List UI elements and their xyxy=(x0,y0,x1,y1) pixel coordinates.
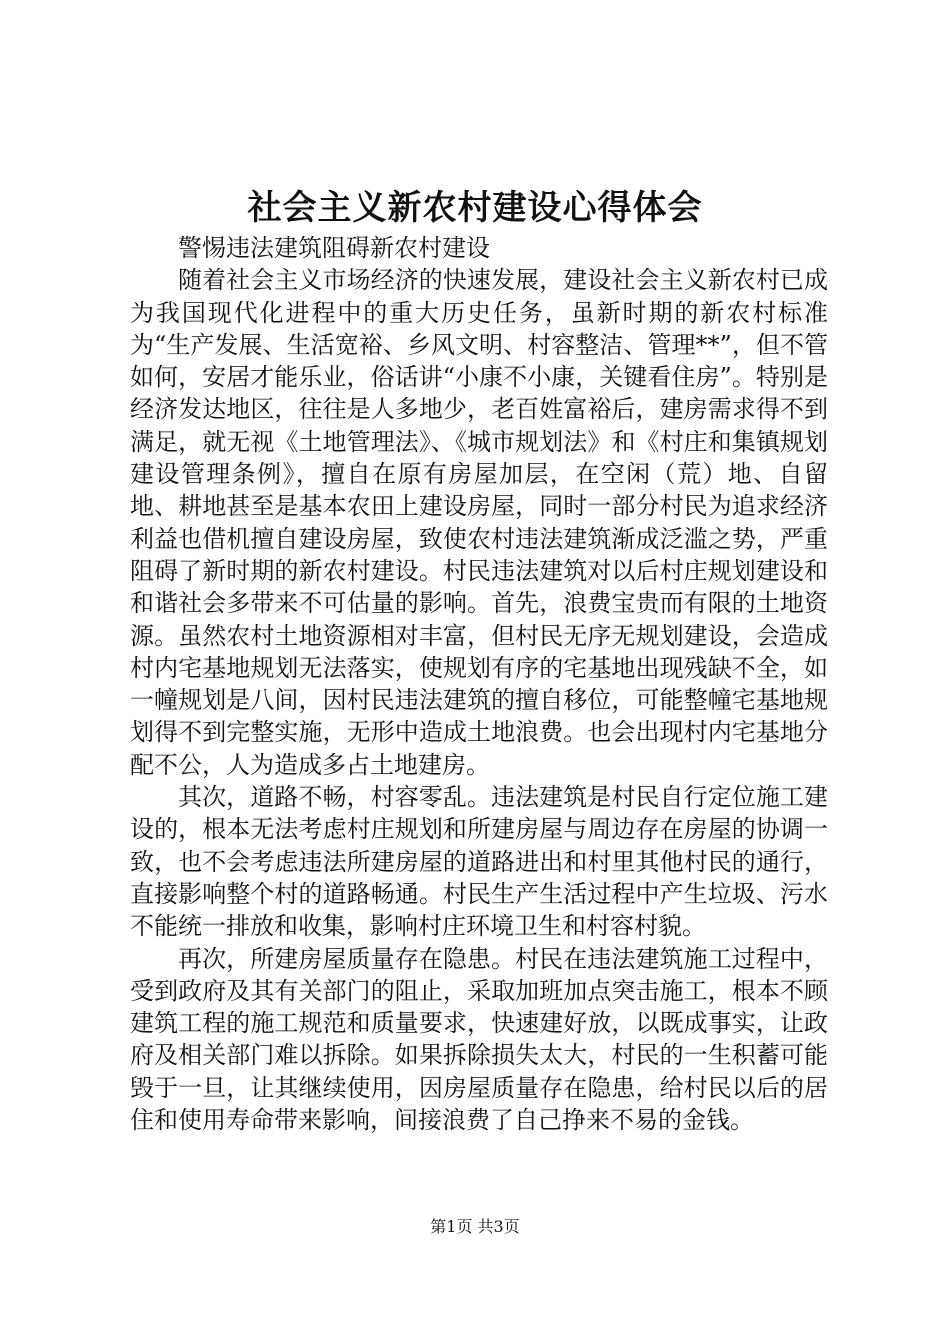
body-paragraph-2: 其次，道路不畅，村容零乱。违法建筑是村民自行定位施工建设的，根本无法考虑村庄规划和所建房屋与周边存在房屋的协调一致，也不会考虑违法所建房屋的道路进出和村里其他村民的通行，直接影响整个村的道路畅通。村民生产生活过程中产生垃圾、污水不能统一排放和收集，影响村庄环境卫生和村容村貌。 xyxy=(130,783,828,941)
subtitle-paragraph: 警惕违法建筑阻碍新农村建设 xyxy=(178,234,490,262)
document-title: 社会主义新农村建设心得体会 xyxy=(247,188,703,228)
page-footer: 第1页 共3页 xyxy=(430,1217,520,1236)
body-paragraph-3: 再次，所建房屋质量存在隐患。村民在违法建筑施工过程中，受到政府及其有关部门的阻止，采取加班加点突击施工，根本不顾建筑工程的施工规范和质量要求，快速建好放，以既成事实，让政府及相关部门难以拆除。如果拆除损失太大，村民的一生积蓄可能毁于一旦，让其继续使用，因房屋质量存在隐患，给村民以后的居住和使用寿命带来影响，间接浪费了自己挣来不易的金钱。 xyxy=(130,944,828,1135)
body-paragraph-1: 随着社会主义市场经济的快速发展，建设社会主义新农村已成为我国现代化进程中的重大历史任务，虽新时期的新农村标准为“生产发展、生活宽裕、乡风文明、村容整洁、管理**”，但不管如何，安居才能乐业，俗话讲“小康不小康，关键看住房”。特别是经济发达地区，往往是人多地少，老百姓富裕后，建房需求得不到满足，就无视《土地管理法》、《城市规划法》和《村庄和集镇规划建设管理条例》，擅自在原有房屋加层，在空闲（荒）地、自留地、耕地甚至是基本农田上建设房屋，同时一部分村民为追求经济利益也借机擅自建设房屋，致使农村违法建筑渐成泛滥之势，严重阻碍了新时期的新农村建设。村民违法建筑对以后村庄规划建设和和谐社会多带来不可估量的影响。首先，浪费宝贵而有限的土地资源。虽然农村土地资源相对丰富，但村民无序无规划建设，会造成村内宅基地规划无法落实，使规划有序的宅基地出现残缺不全，如一幢规划是八间，因村民违法建筑的擅自移位，可能整幢宅基地规划得不到完整实施，无形中造成土地浪费。也会出现村内宅基地分配不公，人为造成多占土地建房。 xyxy=(130,266,828,779)
document-body xyxy=(130,232,828,1136)
